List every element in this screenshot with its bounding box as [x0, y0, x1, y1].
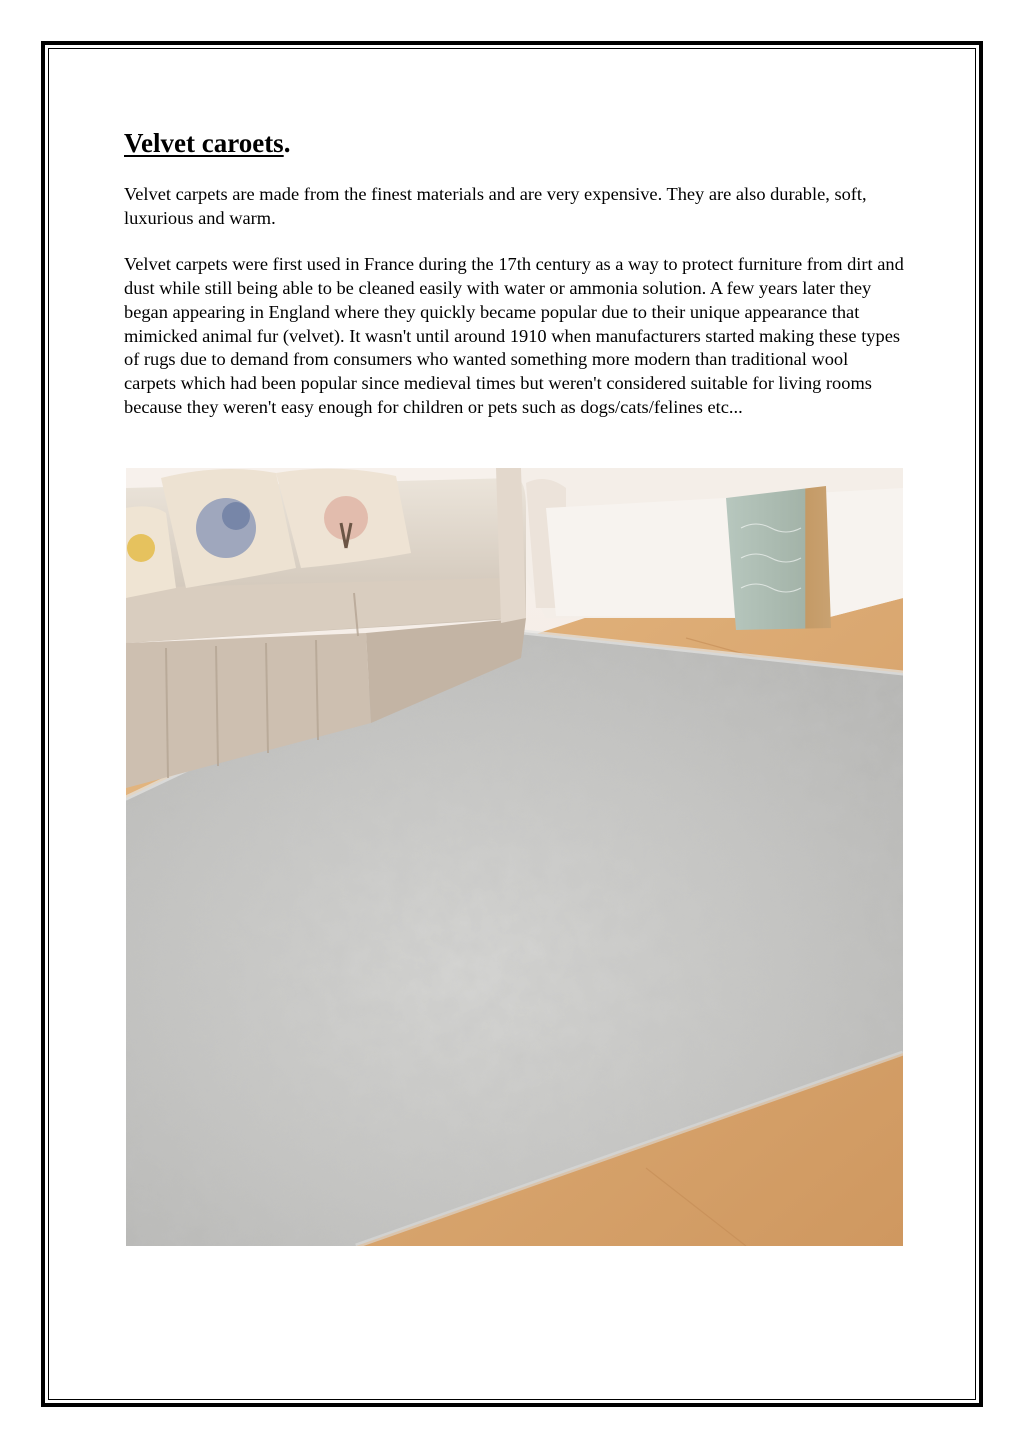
bed: [521, 468, 903, 630]
page-title-period: .: [283, 128, 291, 158]
paragraph-history: Velvet carpets were first used in France during the 17th century as a way to protect furniture from dirt and dust while still being able to be cleaned easily with water or ammonia solution. A few years later they began appearing in England where they quickly became popular due to their unique appearance that mimicked animal fur (velvet). It wasn't until around 1910 when manufacturers started making these types of rugs due to demand from consumers who wanted something more modern than traditional wool carpets which had been popular since medieval times but weren't considered suitable for living rooms because they weren't easy enough for children or pets such as dogs/cats/felines etc...: [124, 254, 904, 417]
velvet-rug-photo: [126, 468, 903, 1246]
document-body: [124, 125, 904, 419]
paragraph-intro: Velvet carpets are made from the finest materials and are very expensive. They are also durable, soft, luxurious and warm.: [124, 184, 867, 228]
page-title-text: Velvet caroets: [124, 128, 284, 158]
page-title: [124, 125, 904, 161]
